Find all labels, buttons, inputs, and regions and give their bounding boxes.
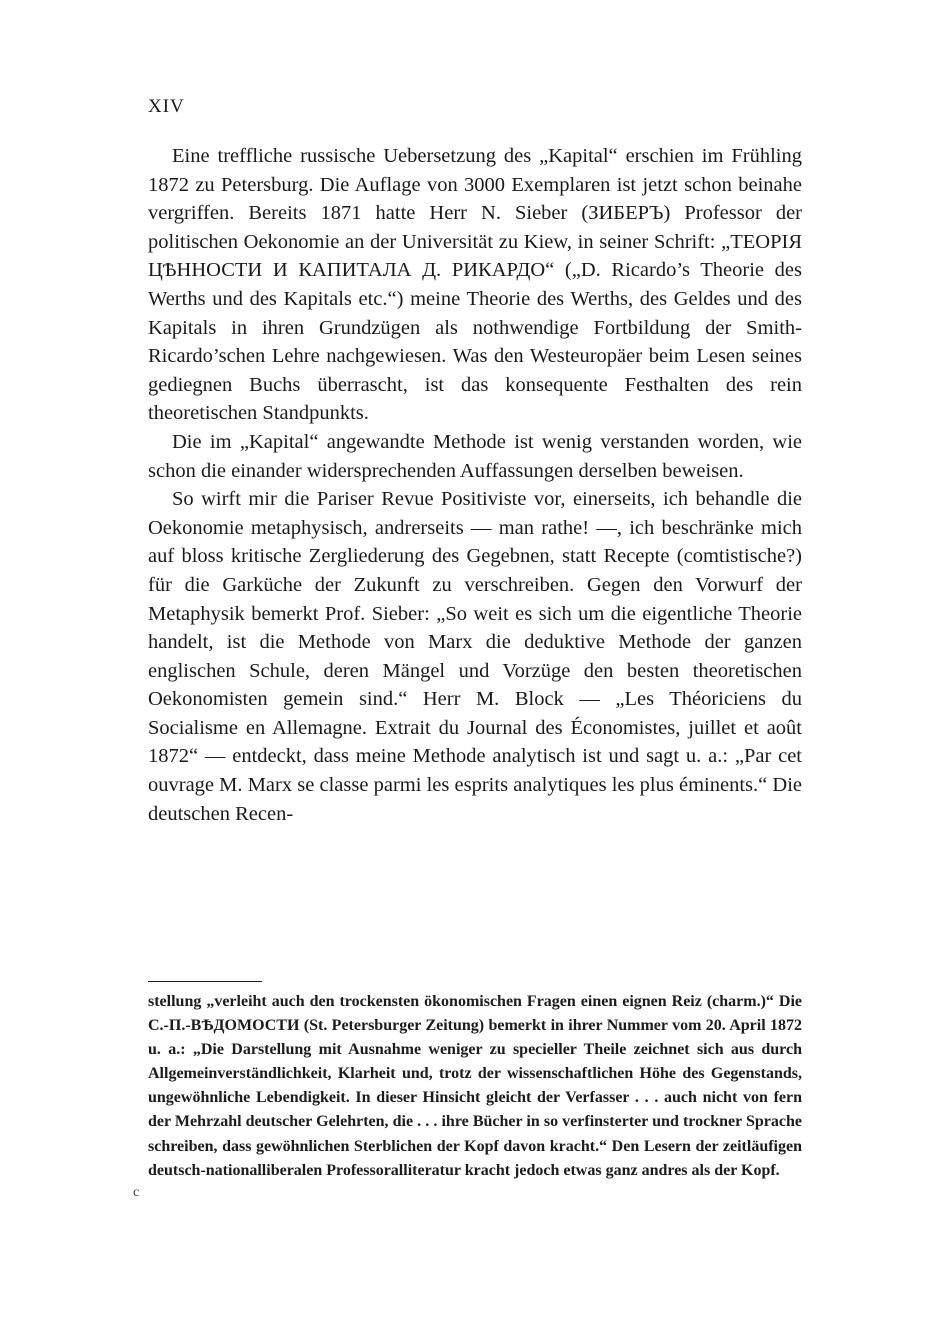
paragraph-translation: Eine treffliche russische Uebersetzung des „Kapital“ erschien im Frühling 1872 zu Petersburg. Die Auflage von 3000 Exemplaren ist jetzt schon beinahe vergriffen. Bereits 1871 hatte Herr N. Sieber (ЗИБЕРЪ) Professor der politischen Oekonomie an der Universität zu Kiew, in seiner Schrift: „ТЕОРІЯ ЦѢННОСТИ И КАПИТАЛА Д. РИКАРДО“ („D. Ricardo’s Theorie des Werths und des Kapitals etc.“) meine Theorie des Werths, des Geldes und des Kapitals in ihren Grundzügen als nothwendige Fortbildung der Smith-Ricardo’schen Lehre nachgewiesen. Was den Westeuropäer beim Lesen seines gediegnen Buchs überrascht, ist das konsequente Festhalten des rein theoretischen Standpunkts. xyxy=(148,145,802,425)
footnote-text: stellung „verleiht auch den trockensten ökonomischen Fragen einen eignen Reiz (charm.)“ Die С.-П.-ВѢДОМОСТИ (St. Petersburger Zeitung) bemerkt in ihrer Nummer vom 20. April 1872 u. a.: „Die Darstellung mit Ausnahme weniger zu specieller Theile zeichnet sich aus durch Allgemeinverständlichkeit, Klarheit und, trotz der wissenschaftlichen Höhe des Gegenstands, ungewöhnliche Lebendigkeit. In dieser Hinsicht gleicht der Verfasser . . . auch nicht von fern der Mehrzahl deutscher Gelehrten, die . . . ihre Bücher in so verfinsterter und trockner Sprache schreiben, dass gewöhnlichen Sterblichen der Kopf davon kracht.“ Den Lesern der zeitläufigen deutsch-nationalliberalen Professoralliteratur kracht jedoch etwas ganz andres als der Kopf. xyxy=(148,993,802,1179)
footnote-block xyxy=(148,990,802,1183)
paragraph-reviews: So wirft mir die Pariser Revue Positiviste vor, einerseits, ich behandle die Oekonomie metaphysisch, andrerseits — man rathe! —, ich beschränke mich auf bloss kritische Zergliederung des Gegebnen, statt Recepte (comtistische?) für die Garküche der Zukunft zu verschreiben. Gegen den Vorwurf der Metaphysik bemerkt Prof. Sieber: „So weit es sich um die eigentliche Theorie handelt, ist die Methode von Marx die deduktive Methode der ganzen englischen Schule, deren Mängel und Vorzüge den besten theoretischen Oekonomisten gemein sind.“ Herr M. Block — „Les Théoriciens du Socialisme en Allemagne. Extrait du Journal des Économistes, juillet et août 1872“ — entdeckt, dass meine Methode analytisch ist und sagt u. a.: „Par cet ouvrage M. Marx se classe parmi les esprits analytiques les plus éminents.“ Die deutschen Recen- xyxy=(148,488,802,825)
margin-mark: c xyxy=(133,1185,140,1200)
footnote-divider xyxy=(148,981,262,982)
paragraph-method: Die im „Kapital“ angewandte Methode ist wenig verstanden worden, wie schon die einander widersprechenden Auffassungen derselben beweisen. xyxy=(148,430,802,482)
page-number: XIV xyxy=(148,96,185,117)
main-text xyxy=(148,142,802,828)
